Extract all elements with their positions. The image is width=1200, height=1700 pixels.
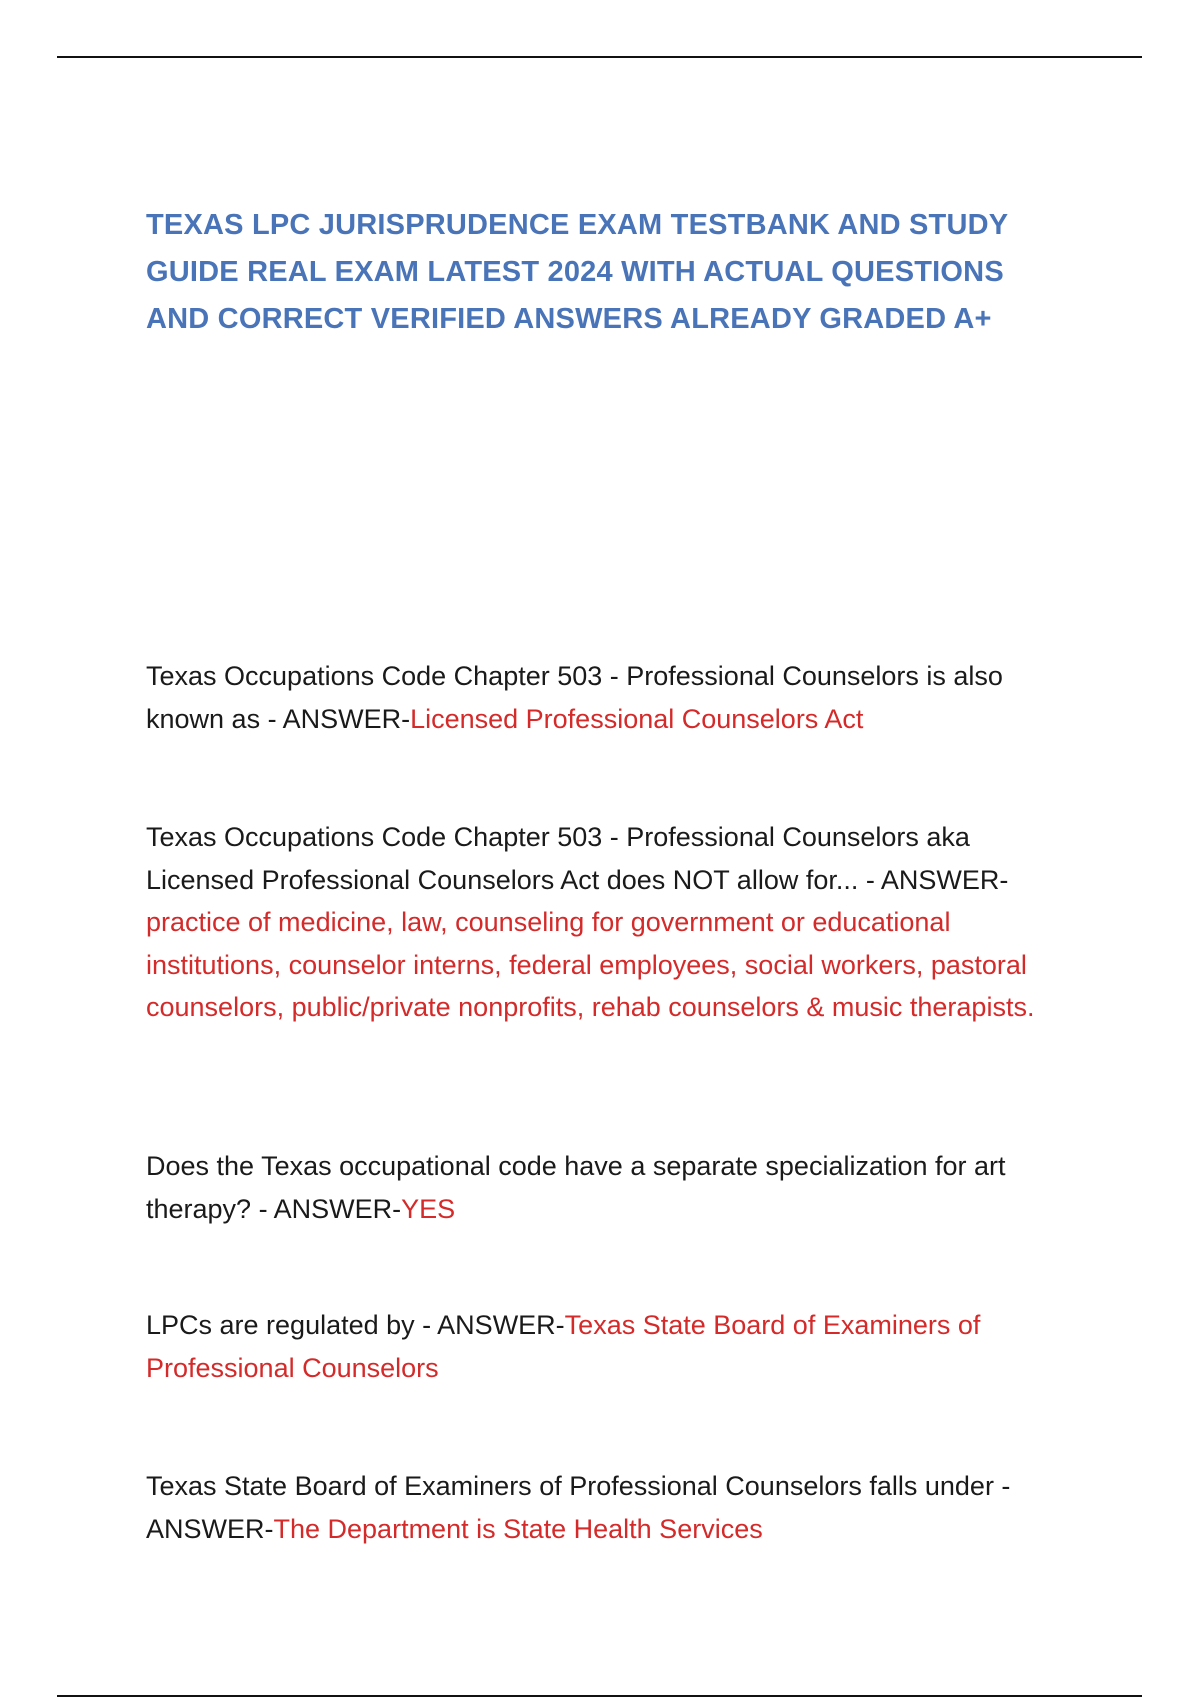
answer-text: YES [401, 1193, 456, 1224]
answer-marker: ANSWER- [437, 1310, 565, 1340]
qa-item [146, 1465, 1066, 1550]
answer-marker: ANSWER- [273, 1193, 402, 1224]
answer-text: The Department is State Health Services [273, 1513, 763, 1544]
bottom-rule [57, 1695, 1142, 1697]
question-text: Texas State Board of Examiners of Professional Counselors falls under - [146, 1471, 1011, 1501]
question-text: LPCs are regulated by - [146, 1310, 438, 1340]
answer-text: practice of medicine, law, counseling for government or educational institutions, counselor interns, federal employees, social workers, pastoral counselors, public/private nonprofits, rehab counselors & music therapists. [146, 907, 1035, 1022]
answer-text: Licensed Professional Counselors Act [410, 703, 864, 734]
document-title: TEXAS LPC JURISPRUDENCE EXAM TESTBANK AND STUDY GUIDE REAL EXAM LATEST 2024 WITH ACTUAL QUESTIONS AND CORRECT VERIFIED ANSWERS ALREADY GRADED A+ [146, 209, 1008, 335]
answer-text: Texas State Board of Examiners of Professional Counselors [146, 1310, 981, 1383]
qa-item [146, 816, 1066, 1029]
question-text: Texas Occupations Code Chapter 503 - Professional Counselors aka Licensed Professional Counselors Act does NOT allow for... - [146, 822, 970, 895]
qa-item [146, 1145, 1066, 1230]
question-text: Texas Occupations Code Chapter 503 - Professional Counselors is also known as - [146, 661, 1003, 734]
answer-marker: ANSWER- [146, 1513, 274, 1544]
answer-marker: ANSWER- [282, 703, 411, 734]
answer-marker: ANSWER- [880, 864, 1009, 895]
qa-item [146, 1304, 1066, 1389]
top-rule [57, 56, 1142, 58]
question-text: Does the Texas occupational code have a separate specialization for art therapy? - [146, 1151, 1006, 1224]
qa-item [146, 655, 1066, 740]
